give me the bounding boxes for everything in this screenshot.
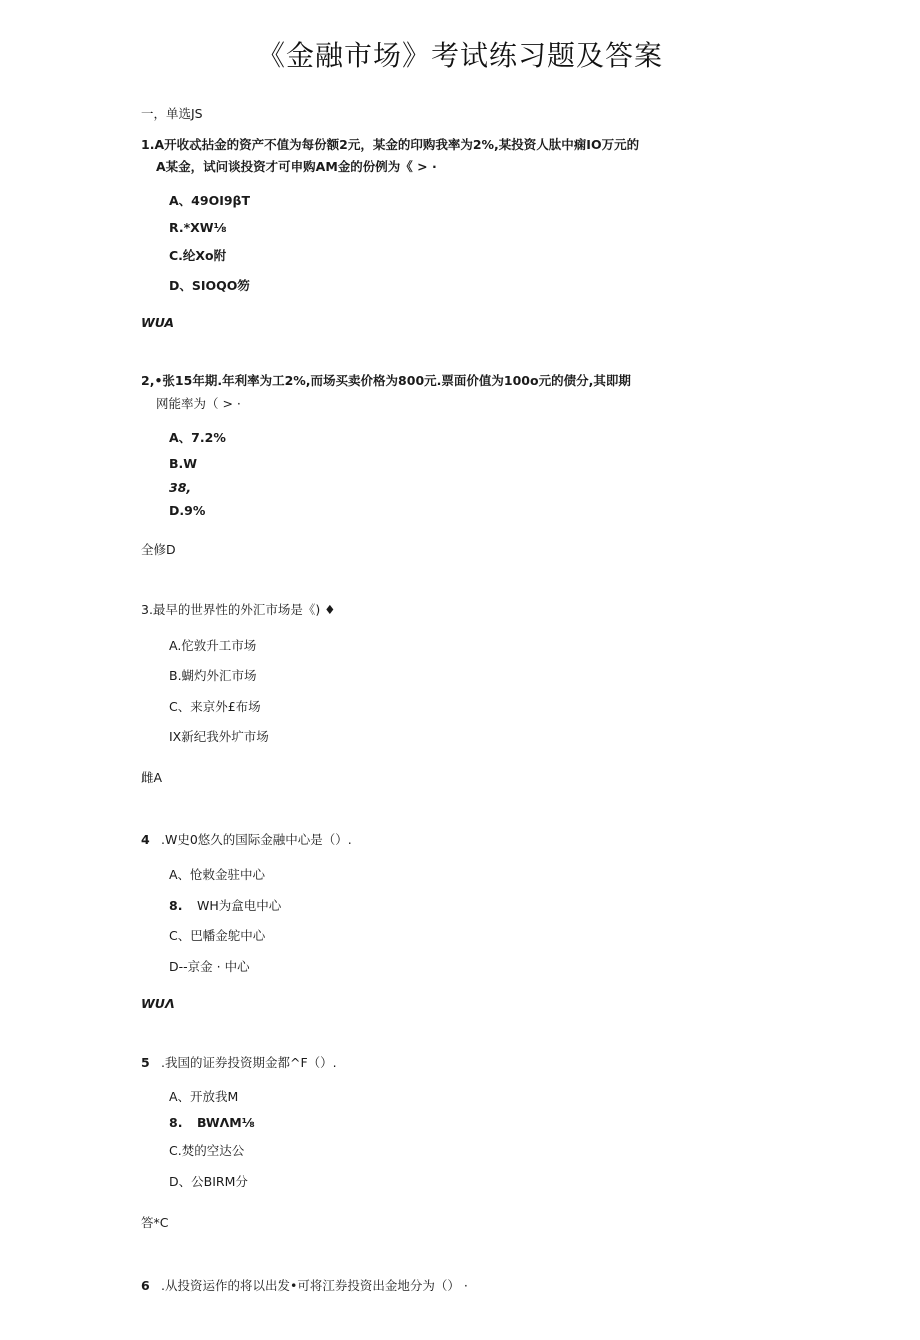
question-2-option-a: A、7.2% [169,430,226,445]
question-1-line2: A某金，试问谈投资才可申购AM金的份例为《 > · [156,159,437,174]
question-5-option-d: D、公BIRM分 [169,1174,248,1189]
question-1-option-d: D、SIOQO笏 [169,278,250,293]
question-1-option-c: C.纶Xo附 [169,248,227,263]
question-4-option-b-number: 8. [169,898,183,913]
question-4-option-c: C、巴幡金鸵中心 [169,928,266,943]
question-4-line1: .W史0悠久的国际金融中心是（）. [161,832,352,847]
question-3-option-d: IX新纪我外圹市场 [169,729,269,744]
question-2-line1: 2,•张15年期.年利率为工2%,而场买卖价格为800元.票面价值为100o元的债分,其即期 [141,373,631,388]
question-3-answer: 雌A [141,770,163,785]
question-5-option-a: A、开放我M [169,1089,239,1104]
question-1-option-a: A、49OI9βT [169,193,251,208]
question-1-answer: WUA [141,315,175,330]
question-1-option-b: R.*XW⅛ [169,220,227,235]
question-2-line2: 网能率为（ > · [156,396,241,411]
question-5-line1: .我国的证券投资期金都^F（）. [161,1055,337,1070]
question-5-number: 5 [141,1055,150,1070]
question-2-answer: 全修D [141,542,176,557]
question-4-option-d: D--京金 · 中心 [169,959,250,974]
question-2-option-b: B.W [169,456,198,471]
question-2-option-c: 38, [169,480,192,495]
question-3-option-b: B.蝴灼外汇市场 [169,668,257,683]
question-4-number: 4 [141,832,150,847]
question-5-answer: 答*C [141,1215,169,1230]
question-5-option-b-number: 8. [169,1115,183,1130]
question-3-line1: 3.最早的世界性的外汇市场是《) ♦ [141,602,336,617]
section-heading: 一，单选JS [141,106,203,121]
question-4-option-a: A、怆敕金驻中心 [169,867,266,882]
document-title: 《金融市场》考试练习题及答案 [256,39,663,72]
question-5-option-b-text: BWΛM⅛ [197,1115,255,1130]
question-2-option-d: D.9% [169,503,206,518]
question-4-option-b-text: WH为盒电中心 [197,898,282,913]
question-6-number: 6 [141,1278,150,1293]
question-4-answer: WUΛ [141,996,175,1011]
question-5-option-c: C.焚的空达公 [169,1143,245,1158]
question-3-option-c: C、来京外£布场 [169,699,261,714]
question-3-option-a: A.佗敦升工市场 [169,638,257,653]
question-6-line1: .从投资运作的将以出发•可将江券投资出金地分为（） · [161,1278,468,1293]
question-1-line1: 1.A开收忒拈金的资产不值为每份额2元，某金的印购我率为2%,某投资人肽中痫IO万元的 [141,137,640,152]
